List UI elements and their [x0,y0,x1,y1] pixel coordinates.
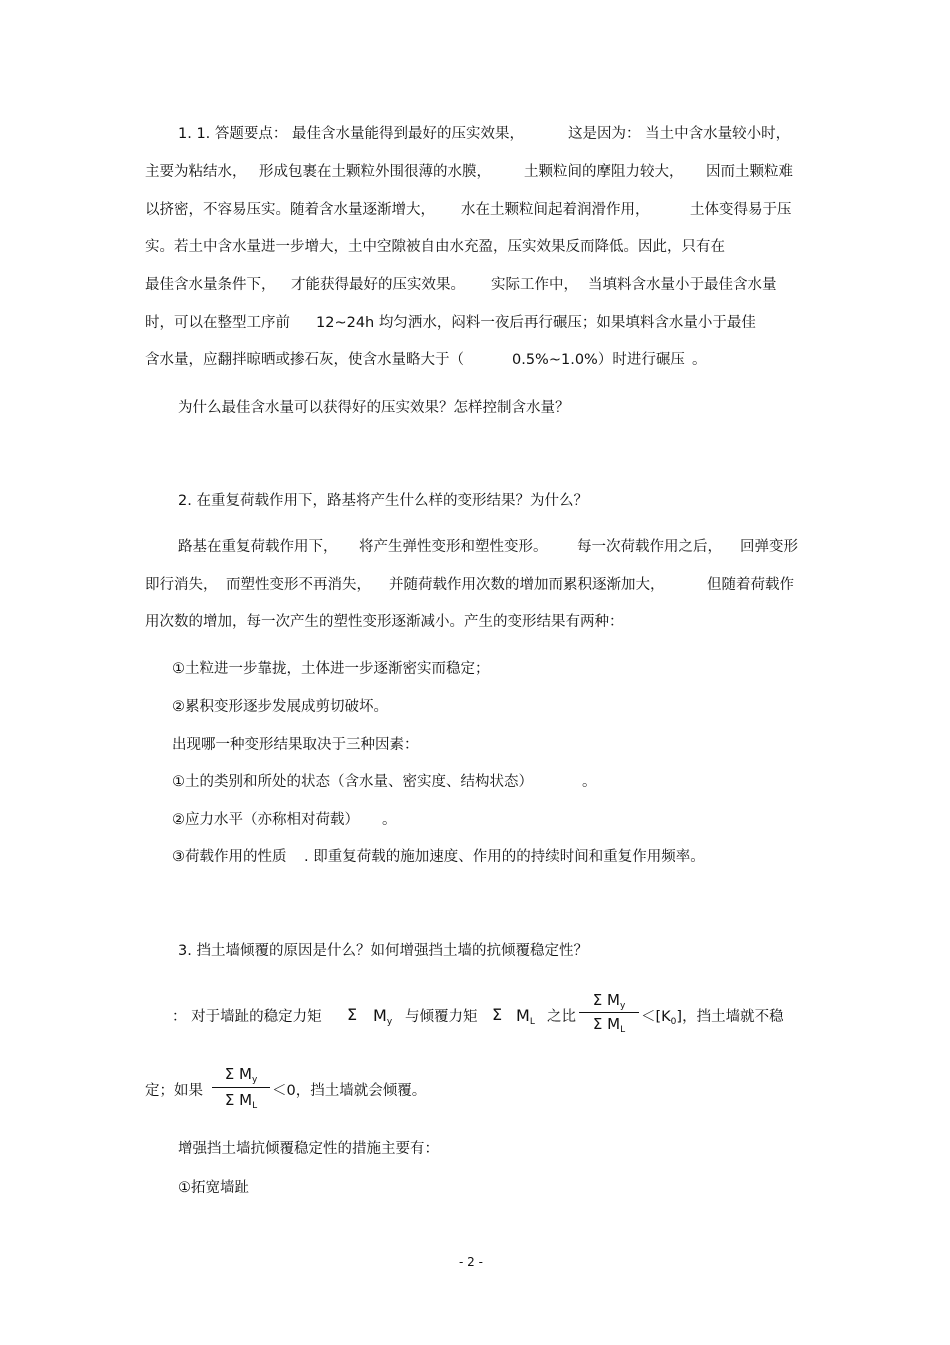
s2-para1-a: 路基在重复荷载作用下， [178,539,338,555]
s2-result-2: ②累积变形逐步发展成剪切破坏。 [172,699,388,715]
s1-line1-b: 这是因为： 当土中含水量较小时， [568,126,791,142]
s1-question: 为什么最佳含水量可以获得好的压实效果？怎样控制含水量？ [178,400,570,416]
fraction-numerator: Σ $M_y$ [224,1065,258,1085]
s1-line3-c: 土体变得易于压 [690,202,792,218]
s2-para2-c: 并随荷载作用次数的增加而累积逐渐加大， [389,577,665,593]
s1-line1-a: 1. 1. 答题要点： 最佳含水量能得到最好的压实效果， [178,126,524,142]
s2-factors-intro: 出现哪一种变形结果取决于三种因素： [172,737,419,753]
s2-para3: 用次数的增加，每一次产生的塑性变形逐渐减小。产生的变形结果有两种： [145,614,624,630]
s1-line2-d: 因而土颗粒难 [706,164,793,180]
s1-line5-d: 当填料含水量小于最佳含水量 [588,277,777,293]
fraction-denominator: Σ $M_L$ [592,1015,626,1035]
s2-factor-2-a: ②应力水平（亦称相对荷载） [172,812,359,828]
s2-title: 2. 在重复荷载作用下，路基将产生什么样的变形结果？为什么？ [178,493,588,509]
s2-factor-2-b: 。 [382,812,397,828]
fraction-denominator: Σ $M_L$ [224,1091,258,1111]
s3-line2-text-a: 定；如果 [145,1083,203,1099]
s3-line1-text-d: $<[K_0]$，挡土墙就不稳 [641,1009,784,1027]
fraction-bar [212,1087,270,1088]
fraction-bar [579,1012,639,1013]
s2-para2-b: 而塑性变形不再消失， [226,577,371,593]
s2-para1-c: 每一次荷载作用之后， [577,539,722,555]
s1-line5-a: 最佳含水量条件下， [145,277,276,293]
s2-factor-3-a: ③荷载作用的性质 [172,849,287,865]
sigma-symbol: Σ [492,1005,503,1024]
s2-para1-b: 将产生弹性变形和塑性变形。 [359,539,548,555]
s2-factor-3-b: . 即重复荷载的施加速度、作用的的持续时间和重复作用频率。 [304,849,705,865]
s2-factor-1-b: 。 [582,774,597,790]
s2-para2-d: 但随着荷载作 [707,577,794,593]
s1-line5-c: 实际工作中， [491,277,578,293]
page-number: - 2 - [459,1255,483,1269]
s3-measure-1: ①拓宽墙趾 [178,1180,249,1196]
s3-measures-intro: 增强挡土墙抗倾覆稳定性的措施主要有： [178,1141,439,1157]
s3-line1-text-c: 之比 [547,1009,576,1025]
fraction-numerator: Σ $M_y$ [592,991,626,1011]
s1-line2-c: 土颗粒间的摩阻力较大， [524,164,684,180]
s2-factor-1-a: ①土的类别和所处的状态（含水量、密实度、结构状态） [172,774,533,790]
s3-line2-text-b: ＜0，挡土墙就会倾覆。 [272,1083,427,1099]
s2-para1-d: 回弹变形 [740,539,798,555]
s2-para2-a: 即行消失， [145,577,218,593]
s1-line2-b: 形成包裹在土颗粒外围很薄的水膜， [259,164,491,180]
s1-line7-a: 含水量，应翻拌晾晒或掺石灰，使含水量略大于（ [145,352,464,368]
s3-line1-text-a: ： 对于墙趾的稳定力矩 [172,1009,322,1025]
s1-line3-b: 水在土颗粒间起着润滑作用， [461,202,650,218]
s1-line7-c: 。 [692,352,707,368]
s2-result-1: ①土粒进一步靠拢，土体进一步逐渐密实而稳定； [172,661,490,677]
s1-line6-a: 时，可以在整型工序前 [145,315,290,331]
stability-ratio-fraction [212,1064,270,1114]
s1-line2-a: 主要为粘结水， [145,164,247,180]
s1-line7-b: 0.5%~1.0%）时进行碾压 [512,352,685,368]
s1-line4: 实。若土中含水量进一步增大，土中空隙被自由水充盈，压实效果反而降低。因此，只有在 [145,239,725,255]
s1-line5-b: 才能获得最好的压实效果。 [291,277,465,293]
moment-overturn: $M_L$ [516,1006,535,1027]
s3-line1-text-b: 与倾覆力矩 [405,1009,478,1025]
s1-line6-b: 12~24h 均匀洒水，闷料一夜后再行碾压；如果填料含水量小于最佳 [316,315,756,331]
sigma-symbol: Σ [347,1005,358,1024]
s3-title: 3. 挡土墙倾覆的原因是什么？如何增强挡土墙的抗倾覆稳定性？ [178,943,588,959]
s1-line3-a: 以挤密，不容易压实。随着含水量逐渐增大， [145,202,435,218]
stability-ratio-fraction [579,990,639,1038]
moment-stable: $M_y$ [373,1006,393,1027]
